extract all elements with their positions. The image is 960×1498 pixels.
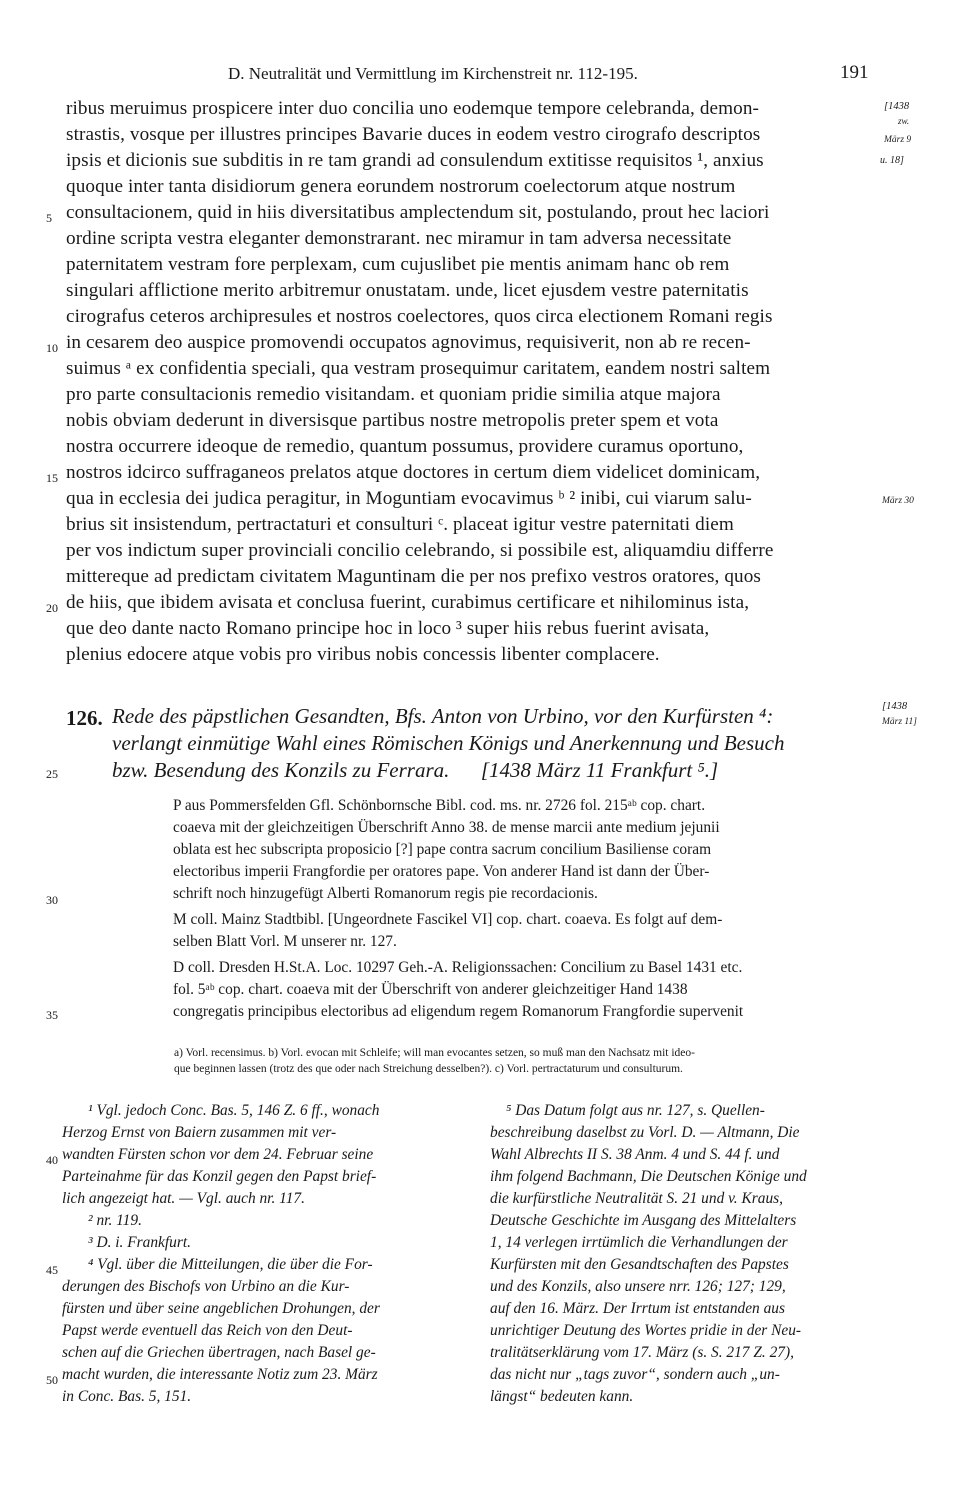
source-line: selben Blatt Vorl. M unserer nr. 127.	[173, 933, 397, 950]
footnote-line: ¹ Vgl. jedoch Conc. Bas. 5, 146 Z. 6 ff., wonach	[88, 1102, 380, 1119]
document-number: 126.	[66, 706, 103, 730]
footnote-line: Deutsche Geschichte im Ausgang des Mittelalters	[490, 1212, 797, 1229]
footnote-line: in Conc. Bas. 5, 151.	[62, 1388, 192, 1405]
document-title-line: verlangt einmütige Wahl eines Römischen Königs und Anerkennung und Besuch	[112, 731, 785, 755]
source-line: M coll. Mainz Stadtbibl. [Ungeordnete Fascikel VI] cop. chart. coaeva. Es folgt auf dem-	[173, 911, 723, 928]
source-line: oblata est hec subscripta proposicio [?] pape contra sacrum concilium Basiliense coram	[173, 841, 712, 858]
letter-line: pro parte consultacionis remedio visitandam. et quoniam pridie similia atque majora	[66, 384, 721, 405]
footnote-line: fürsten und über seine angeblichen Drohungen, der	[62, 1300, 380, 1317]
margin-date: u. 18]	[880, 155, 904, 166]
page-number: 191	[840, 62, 869, 83]
line-number: 15	[46, 471, 58, 485]
footnote-line: wandten Fürsten schon vor dem 24. Februar seine	[62, 1146, 374, 1163]
letter-line: ordine scripta vestra eleganter demonstrarant. nec miramur in tam adversa necessitate	[66, 228, 732, 249]
letter-line: quoque inter tanta disidiorum genera eorundem nostrorum coelectorum atque nostrum	[66, 176, 736, 197]
letter-line: suimus ᵃ ex confidentia speciali, qua vestram prosequimur caritatem, eandem nostri saltem	[66, 358, 771, 379]
footnote-line: ihm folgend Bachmann, Die Deutschen Könige und	[490, 1168, 807, 1185]
footnote-line: Kurfürsten mit den Gesandtschaften des Papstes	[490, 1256, 789, 1273]
footnote-line: unrichtiger Deutung des Wortes pridie in der Neu-	[490, 1322, 802, 1339]
letter-line: plenius edocere atque vobis pro viribus nobis concessis libenter complacere.	[66, 644, 660, 665]
footnote-line: Papst werde eventuell das Reich von den Deut-	[62, 1322, 353, 1339]
source-line: congregatis principibus electoribus ad eligendum regem Romanorum Frangfordie supervenit	[173, 1003, 744, 1020]
line-number: 20	[46, 601, 58, 615]
footnote-line: Wahl Albrechts II S. 38 Anm. 4 und S. 44 f. und	[490, 1146, 780, 1163]
running-title: D. Neutralität und Vermittlung im Kirchenstreit nr. 112-195.	[228, 64, 638, 83]
letter-line: qua in ecclesia dei judica peragitur, in Moguntiam evocavimus ᵇ ² inibi, cui viarum salu-	[66, 488, 752, 509]
source-line: coaeva mit der gleichzeitigen Überschrift Anno 38. de mense marcii ante medium jejunii	[173, 819, 720, 836]
footnote-line: das nicht nur „tags zuvor“, sondern auch „un-	[490, 1366, 780, 1383]
margin-date: zw.	[898, 116, 910, 126]
letter-line: brius sit insistendum, pertractaturi et consulturi ᶜ. placeat igitur vestre paternitati diem	[66, 514, 734, 535]
footnote-line: Parteinahme für das Konzil gegen den Papst brief-	[62, 1168, 377, 1185]
margin-date: März 30	[882, 496, 914, 506]
footnote-line: 1, 14 verlegen irrtümlich die Verhandlungen der	[490, 1234, 788, 1251]
letter-line: in cesarem deo auspice promovendi occupatos agnovimus, requisiverit, non ab re recen-	[66, 332, 751, 353]
source-line: D coll. Dresden H.St.A. Loc. 10297 Geh.-A. Religionssachen: Concilium zu Basel 1431 etc.	[173, 959, 743, 976]
footnote-line: derungen des Bischofs von Urbino an die Kur-	[62, 1278, 350, 1295]
footnote-line: schen auf die Griechen übertragen, nach Basel ge-	[62, 1344, 376, 1361]
line-number: 45	[46, 1263, 58, 1277]
letter-line: de hiis, que ibidem avisata et conclusa fuerint, curabimus certificare et nihilominus ista,	[66, 592, 750, 613]
footnote-line: die kurfürstliche Neutralität S. 21 und v. Kraus,	[490, 1190, 783, 1207]
apparatus-line: que beginnen lassen (trotz des que oder nach Streichung desselben?). c) Vorl. pertractaturum und consulturum.	[174, 1063, 683, 1075]
letter-line: nostra occurrere ideoque de remedio, quantum possumus, providere curamus oportuno,	[66, 436, 744, 457]
source-line: fol. 5ᵃᵇ cop. chart. coaeva mit der Überschrift von anderer gleichzeitiger Hand 1438	[173, 981, 688, 998]
letter-line: ribus meruimus prospicere inter duo concilia uno eodemque tempore celebranda, demon-	[66, 98, 760, 119]
document-title-line: Rede des päpstlichen Gesandten, Bfs. Anton von Urbino, vor den Kurfürsten ⁴:	[112, 704, 774, 728]
letter-line: que deo dante nacto Romano principe hoc in loco ³ super hiis rebus fuerint avisata,	[66, 618, 710, 639]
letter-line: consultacionem, quid in hiis diversitatibus amplectendum sit, postulando, prout hec laciori	[66, 202, 770, 223]
line-number: 5	[46, 211, 52, 225]
footnote-line: lich angezeigt hat. — Vgl. auch nr. 117.	[62, 1190, 305, 1207]
footnote-line: ³ D. i. Frankfurt.	[88, 1234, 191, 1251]
line-number: 25	[46, 767, 58, 781]
footnote-line: längst“ bedeuten kann.	[490, 1388, 634, 1405]
footnote-line: auf den 16. März. Der Irrtum ist entstanden aus	[490, 1300, 785, 1317]
letter-line: singulari afflictione merito arbitremur onustatam. unde, licet ejusdem vestre paternitatis	[66, 280, 749, 301]
margin-date: [1438	[882, 701, 908, 712]
footnote-line: ² nr. 119.	[88, 1212, 142, 1229]
letter-line: ipsis et dicionis sue subditis in re tam grandi ad consulendum extitisse requisitos ¹, anxius	[66, 150, 764, 171]
letter-line: strastis, vosque per illustres principes Bavarie duces in eodem vestro cirografo descriptos	[66, 124, 761, 145]
footnote-line: macht wurden, die interessante Notiz zum 23. März	[62, 1366, 378, 1383]
footnote-line: ⁴ Vgl. über die Mitteilungen, die über die For-	[88, 1256, 373, 1273]
margin-date: [1438	[884, 101, 910, 112]
letter-line: nostros idcirco suffraganeos prelatos atque doctores in certum diem videlicet dominicam,	[66, 462, 761, 483]
apparatus-line: a) Vorl. recensimus. b) Vorl. evocan mit Schleife; will man evocantes setzen, so muß man den Nachsatz mit ideo-	[174, 1047, 695, 1059]
letter-line: per vos indictum super provinciali concilio celebrando, si possibile est, aliquamdiu differre	[66, 540, 774, 561]
margin-date: März 9	[884, 135, 912, 145]
letter-line: paternitatem vestram fore perplexam, cum cujuslibet pie mentis animam hanc ob rem	[66, 254, 730, 275]
source-line: schrift noch hinzugefügt Alberti Romanorum regis pie recordacionis.	[173, 885, 598, 902]
line-number: 10	[46, 341, 58, 355]
source-line: electoribus imperii Frangfordie per oratores pape. Von anderer Hand ist dann der Über-	[173, 863, 710, 880]
document-title-line: bzw. Besendung des Konzils zu Ferrara. [1438 März 11 Frankfurt ⁵.]	[112, 758, 719, 782]
line-number: 50	[46, 1373, 58, 1387]
footnote-line: tralitätserklärung vom 17. März (s. S. 217 Z. 27),	[490, 1344, 794, 1361]
letter-line: nobis obviam dederunt in diversisque partibus nostre metropolis preter spem et vota	[66, 410, 719, 431]
source-line: P aus Pommersfelden Gfl. Schönbornsche Bibl. cod. ms. nr. 2726 fol. 215ᵃᵇ cop. chart.	[173, 797, 706, 814]
line-number: 30	[46, 893, 58, 907]
line-number: 35	[46, 1008, 58, 1022]
letter-line: mittereque ad predictam civitatem Maguntinam die per nos prefixo vestros oratores, quos	[66, 566, 761, 587]
letter-line: cirografus ceteros archipresules et nostros coelectores, quos circa electionem Romani regis	[66, 306, 773, 327]
footnote-line: beschreibung daselbst zu Vorl. D. — Altmann, Die	[490, 1124, 800, 1141]
margin-date: März 11]	[882, 717, 917, 727]
footnote-line: Herzog Ernst von Baiern zusammen mit ver-	[62, 1124, 337, 1141]
line-number: 40	[46, 1153, 58, 1167]
footnote-line: ⁵ Das Datum folgt aus nr. 127, s. Quellen-	[506, 1102, 765, 1119]
footnote-line: und des Konzils, also unsere nrr. 126; 127; 129,	[490, 1278, 786, 1295]
